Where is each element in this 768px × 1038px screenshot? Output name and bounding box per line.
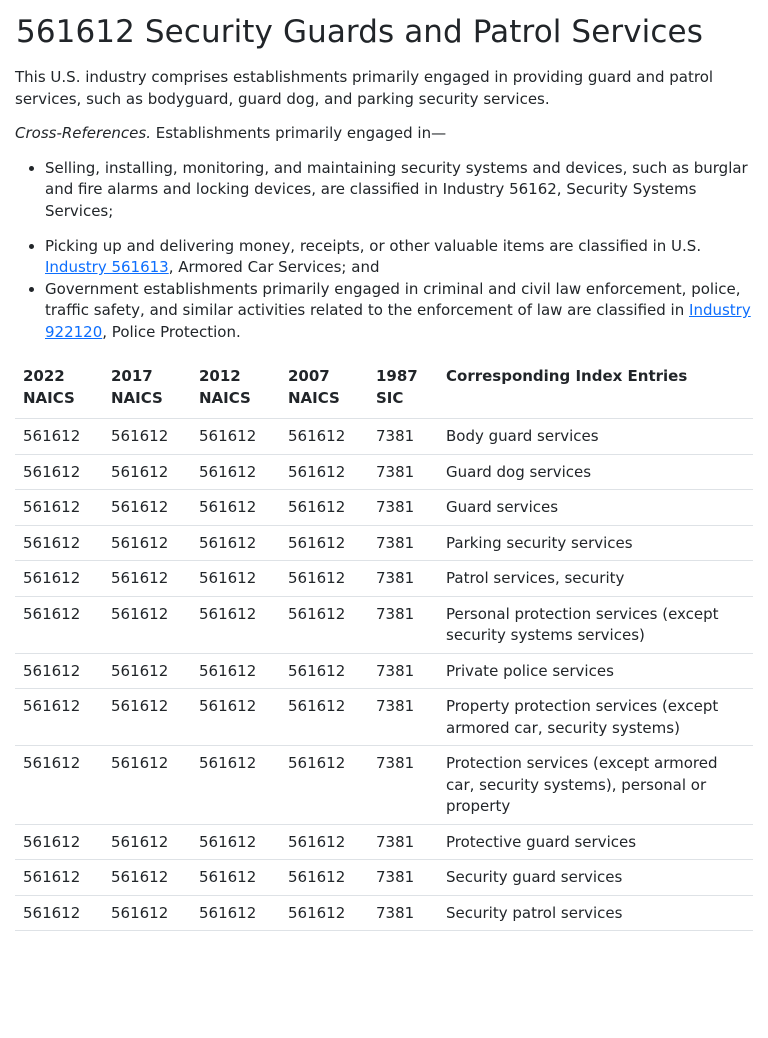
cell-1987-sic: 7381: [368, 561, 438, 597]
cell-2022-naics: 561612: [15, 454, 103, 490]
table-row: [15, 895, 753, 931]
cell-2007-naics: 561612: [280, 895, 368, 931]
cell-2017-naics: 561612: [103, 561, 191, 597]
cross-reference-item: [45, 279, 753, 344]
cell-2007-naics: 561612: [280, 596, 368, 653]
cross-reference-text: Picking up and delivering money, receipts, or other valuable items are classified in U.S.: [45, 236, 702, 255]
cell-1987-sic: 7381: [368, 419, 438, 455]
cell-index-entry: Personal protection services (except security systems services): [438, 596, 753, 653]
header-1987-sic: 1987 SIC: [368, 354, 438, 419]
cell-2022-naics: 561612: [15, 860, 103, 896]
cell-2017-naics: 561612: [103, 490, 191, 526]
cell-2012-naics: 561612: [191, 490, 280, 526]
cell-2022-naics: 561612: [15, 561, 103, 597]
table-row: [15, 490, 753, 526]
cell-index-entry: Patrol services, security: [438, 561, 753, 597]
header-2007-naics: 2007 NAICS: [280, 354, 368, 419]
index-entries-table: [15, 354, 753, 931]
header-index-entries: Corresponding Index Entries: [438, 354, 753, 419]
cell-2022-naics: 561612: [15, 746, 103, 825]
table-row: [15, 746, 753, 825]
cell-2012-naics: 561612: [191, 689, 280, 746]
cell-2022-naics: 561612: [15, 689, 103, 746]
cell-2007-naics: 561612: [280, 653, 368, 689]
cell-2022-naics: 561612: [15, 895, 103, 931]
cell-2022-naics: 561612: [15, 419, 103, 455]
cell-2012-naics: 561612: [191, 895, 280, 931]
cell-2007-naics: 561612: [280, 824, 368, 860]
cell-2007-naics: 561612: [280, 419, 368, 455]
cell-2012-naics: 561612: [191, 419, 280, 455]
cell-1987-sic: 7381: [368, 824, 438, 860]
cell-1987-sic: 7381: [368, 525, 438, 561]
table-row: [15, 689, 753, 746]
table-body: [15, 419, 753, 931]
header-2017-naics: 2017 NAICS: [103, 354, 191, 419]
table-row: [15, 860, 753, 896]
cell-1987-sic: 7381: [368, 746, 438, 825]
cell-1987-sic: 7381: [368, 454, 438, 490]
header-2012-naics: 2012 NAICS: [191, 354, 280, 419]
page-title: 561612 Security Guards and Patrol Services: [16, 14, 703, 50]
cell-2007-naics: 561612: [280, 860, 368, 896]
cell-1987-sic: 7381: [368, 490, 438, 526]
cell-index-entry: Guard services: [438, 490, 753, 526]
cross-references-list: [15, 158, 753, 344]
cross-reference-item: [45, 236, 753, 279]
cell-2007-naics: 561612: [280, 454, 368, 490]
cell-2017-naics: 561612: [103, 824, 191, 860]
cell-2007-naics: 561612: [280, 490, 368, 526]
cross-references-intro: [15, 123, 753, 145]
cell-2012-naics: 561612: [191, 561, 280, 597]
cell-index-entry: Security guard services: [438, 860, 753, 896]
cell-2017-naics: 561612: [103, 653, 191, 689]
cell-index-entry: Parking security services: [438, 525, 753, 561]
industry-561613-link[interactable]: Industry 561613: [45, 258, 169, 276]
cell-index-entry: Protective guard services: [438, 824, 753, 860]
cell-index-entry: Property protection services (except armored car, security systems): [438, 689, 753, 746]
table-header-row: [15, 354, 753, 419]
cell-2022-naics: 561612: [15, 525, 103, 561]
cell-2007-naics: 561612: [280, 561, 368, 597]
header-2022-naics: 2022 NAICS: [15, 354, 103, 419]
table-row: [15, 454, 753, 490]
cell-index-entry: Guard dog services: [438, 454, 753, 490]
cell-2022-naics: 561612: [15, 653, 103, 689]
cell-2007-naics: 561612: [280, 746, 368, 825]
cell-index-entry: Security patrol services: [438, 895, 753, 931]
cell-2012-naics: 561612: [191, 860, 280, 896]
table-row: [15, 653, 753, 689]
cell-2012-naics: 561612: [191, 525, 280, 561]
cell-1987-sic: 7381: [368, 895, 438, 931]
cell-1987-sic: 7381: [368, 860, 438, 896]
cell-2017-naics: 561612: [103, 860, 191, 896]
cross-references-intro-text: Establishments primarily engaged in—: [150, 124, 447, 142]
cell-1987-sic: 7381: [368, 653, 438, 689]
cell-2022-naics: 561612: [15, 596, 103, 653]
table-row: [15, 419, 753, 455]
cell-2017-naics: 561612: [103, 525, 191, 561]
cross-reference-text: Government establishments primarily engaged in criminal and civil law enforcement, police, traffic safety, and similar activities related to the enforcement of law are classified in: [45, 279, 741, 319]
cell-1987-sic: 7381: [368, 689, 438, 746]
cell-2017-naics: 561612: [103, 689, 191, 746]
industry-922120-link[interactable]: Industry 922120: [45, 301, 751, 341]
cell-2007-naics: 561612: [280, 689, 368, 746]
table-row: [15, 561, 753, 597]
cell-index-entry: Protection services (except armored car, security systems), personal or property: [438, 746, 753, 825]
cell-2017-naics: 561612: [103, 454, 191, 490]
cell-2012-naics: 561612: [191, 824, 280, 860]
cell-2017-naics: 561612: [103, 746, 191, 825]
cell-index-entry: Private police services: [438, 653, 753, 689]
cross-reference-text: , Armored Car Services; and: [168, 258, 380, 276]
cell-2017-naics: 561612: [103, 895, 191, 931]
cell-2022-naics: 561612: [15, 490, 103, 526]
cell-2012-naics: 561612: [191, 653, 280, 689]
cell-index-entry: Body guard services: [438, 419, 753, 455]
table-row: [15, 596, 753, 653]
industry-description: This U.S. industry comprises establishments primarily engaged in providing guard and patrol services, such as bodyguard, guard dog, and parking security services.: [15, 68, 714, 108]
cross-references-label: Cross-References.: [15, 124, 151, 142]
cell-1987-sic: 7381: [368, 596, 438, 653]
cross-reference-text: , Police Protection.: [102, 322, 241, 341]
cell-2017-naics: 561612: [103, 419, 191, 455]
cross-reference-item: • Selling, installing, monitoring, and maintaining security systems and devices, such as burglar and fire alarms and locking devices, are classified in Industry 56162, Security Systems Services;: [45, 158, 753, 223]
cell-2017-naics: 561612: [103, 596, 191, 653]
table-row: [15, 525, 753, 561]
cell-2012-naics: 561612: [191, 454, 280, 490]
cell-2007-naics: 561612: [280, 525, 368, 561]
cell-2012-naics: 561612: [191, 746, 280, 825]
cell-2012-naics: 561612: [191, 596, 280, 653]
cell-2022-naics: 561612: [15, 824, 103, 860]
table-row: [15, 824, 753, 860]
